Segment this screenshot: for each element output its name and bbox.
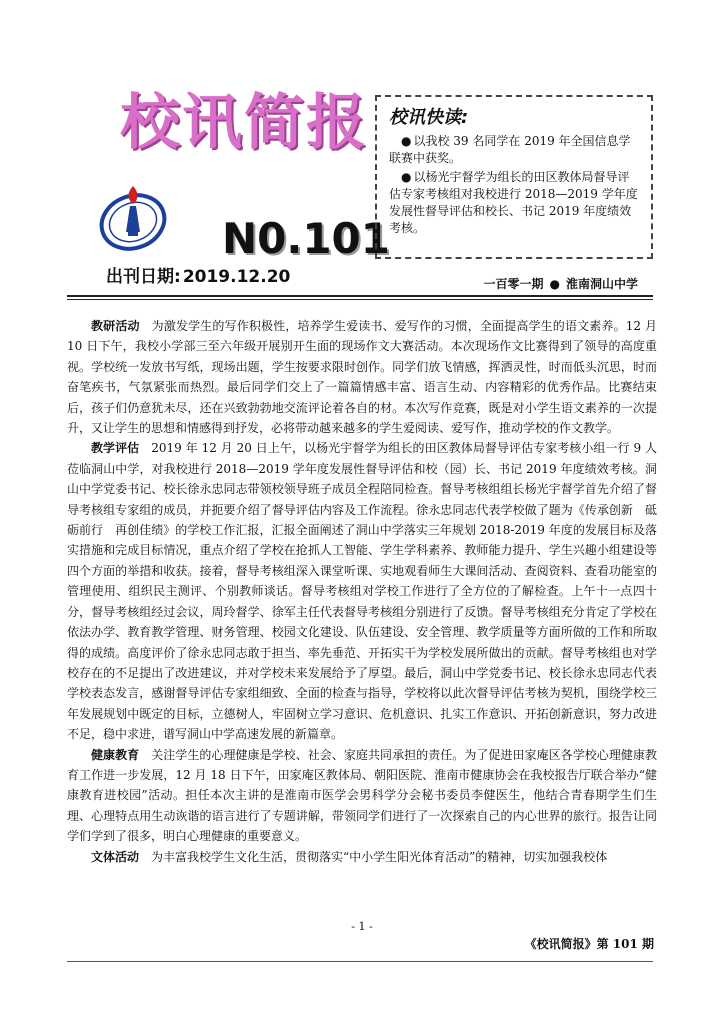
quick-news-item-text: 以我校 39 名同学在 2019 年全国信息学联赛中获奖。 (389, 134, 631, 165)
quick-news-box (375, 95, 653, 259)
bullet-icon: ● (549, 277, 560, 291)
bullet-icon: ● (401, 134, 412, 148)
article-label: 文体活动 (91, 849, 140, 864)
publish-date-value: 2019.12.20 (182, 267, 291, 287)
header-divider-thin (67, 299, 653, 300)
article-label: 健康教育 (91, 747, 140, 762)
header-divider (67, 295, 653, 297)
article-list (67, 316, 657, 867)
article-label: 教研活动 (91, 319, 140, 333)
quick-news-title: 校讯快读: (389, 107, 469, 128)
quick-news-item-text: 以杨光宇督学为组长的田区教体局督导评估专家考核组对我校进行 2018—2019 学年度发展性督导评估和校长、书记 2019 年度绩效考核。 (389, 170, 638, 235)
article-paragraph (67, 745, 657, 847)
article-text: 2019 年 12 月 20 日上午，以杨光宇督学为组长的田区教体局督导评估专家考核小组一行 9 人莅临洞山中学，对我校进行 2018—2019 学年度发展性督导评估和校（园）长、书记 2019 年度绩效考核。洞山中学党委书记、校长徐永忠同志带领校领导班子成员全程陪同检查。督导考核组组长杨光宇督学首先介绍了督导考核组专家组的成员，并扼要介绍了督导评估内容及工作流程。徐永忠同志代表学校做了题为《传承创新 砥砺前行 再创佳绩》的学校工作汇报，汇报全面阐述了洞山中学落实三年规划 2018-2019 年度的发展目标及落实措施和完成目标情况，重点介绍了学校在抢抓人工智能、学生学科素养、教师能力提升、学生兴趣小组建设等四个方面的举措和收获。接着，督导考核组深入课堂听课、实地观看师生大课间活动、查阅资料、查看功能室的管理使用、组织民主测评、个别教师谈话。督导考核组对学校工作进行了全方位的了解检查。上午十一点四十分，督导考核组经过会议，周玲督学、徐军主任代表督导考核组分别进行了反馈。督导考核组充分肯定了学校在依法办学、教育教学管理、财务管理、校园文化建设、队伍建设、安全管理、教学质量等方面所做的工作和所取得的成绩。高度评价了徐永忠同志敢于担当、率先垂范、开拓实干为学校发展所做出的贡献。督导考核组也对学校存在的不足提出了改进建议，并对学校未来发展给予了厚望。最后，洞山中学党委书记、校长徐永忠同志代表学校表态发言，感谢督导评估专家组细致、全面的检查与指导，学校将以此次督导评估考核为契机，围绕学校三年发展规划中既定的目标，立德树人，牢固树立学习意识、危机意识、扎实工作意识、开拓创新意识，努力改进不足，稳中求进，谱写洞山中学高速发展的新篇章。 (67, 441, 657, 742)
quick-news-item (389, 133, 639, 167)
article-text: 关注学生的心理健康是学校、社会、家庭共同承担的责任。为了促进田家庵区各学校心理健康教育工作进一步发展，12 月 18 日下午，田家庵区教体局、朝阳医院、淮南市健康协会在我校报告厅联合举办“健康教育进校园”活动。担任本次主讲的是淮南市医学会男科学分会秘书委员李健医生，他结合青春期学生们生理、心理特点用生动诙谐的语言进行了专题讲解，带领同学们进行了一次探索自己的内心世界的旅行。报告让同学们学到了很多，明白心理健康的重要意义。 (67, 747, 657, 844)
issue-text: 一百零一期 (483, 277, 544, 291)
article-paragraph (67, 438, 657, 744)
article-label: 教学评估 (91, 441, 140, 456)
publish-date (104, 262, 290, 287)
article-paragraph (67, 316, 657, 438)
page-number: - 1 - (351, 920, 373, 933)
newsletter-title: 校讯简报 (120, 88, 368, 158)
article-text: 为激发学生的写作积极性，培养学生爱读书、爱写作的习惯，全面提高学生的语文素养。12 月 10 日下午，我校小学部三至六年级开展别开生面的现场作文大赛活动。本次现场作文比赛得到了领导的高度重视。学校统一发放书写纸，现场出题，学生按要求限时创作。同学们放飞情感，挥洒灵性，时而低头沉思，时而奋笔疾书，气氛紧张而热烈。最后同学们交上了一篇篇情感丰富、语言生动、内容精彩的优秀作品。比赛结束后，孩子们仍意犹未尽，还在兴致勃勃地交流评论着各自的材。本次写作竞赛，既是对小学生语文素养的一次提升，又让学生的思想和情感得到抒发，必将带动越来越多的学生爱阅读、爱写作，推动学校的作文教学。 (67, 319, 657, 436)
quick-news-item (389, 169, 639, 237)
footer-publication: 《校讯简报》第 101 期 (524, 937, 654, 951)
bullet-icon: ● (401, 170, 412, 184)
school-name: 淮南洞山中学 (565, 277, 638, 291)
publish-date-label: 出刊日期: (106, 267, 181, 287)
article-paragraph (67, 847, 657, 867)
article-text: 为丰富我校学生文化生活，贯彻落实“中小学生阳光体育活动”的精神，切实加强我校体 (151, 849, 608, 864)
issue-number: N0.101 (222, 214, 390, 263)
school-logo-icon (96, 182, 170, 256)
footer-divider (67, 961, 653, 962)
issue-info (483, 275, 638, 292)
